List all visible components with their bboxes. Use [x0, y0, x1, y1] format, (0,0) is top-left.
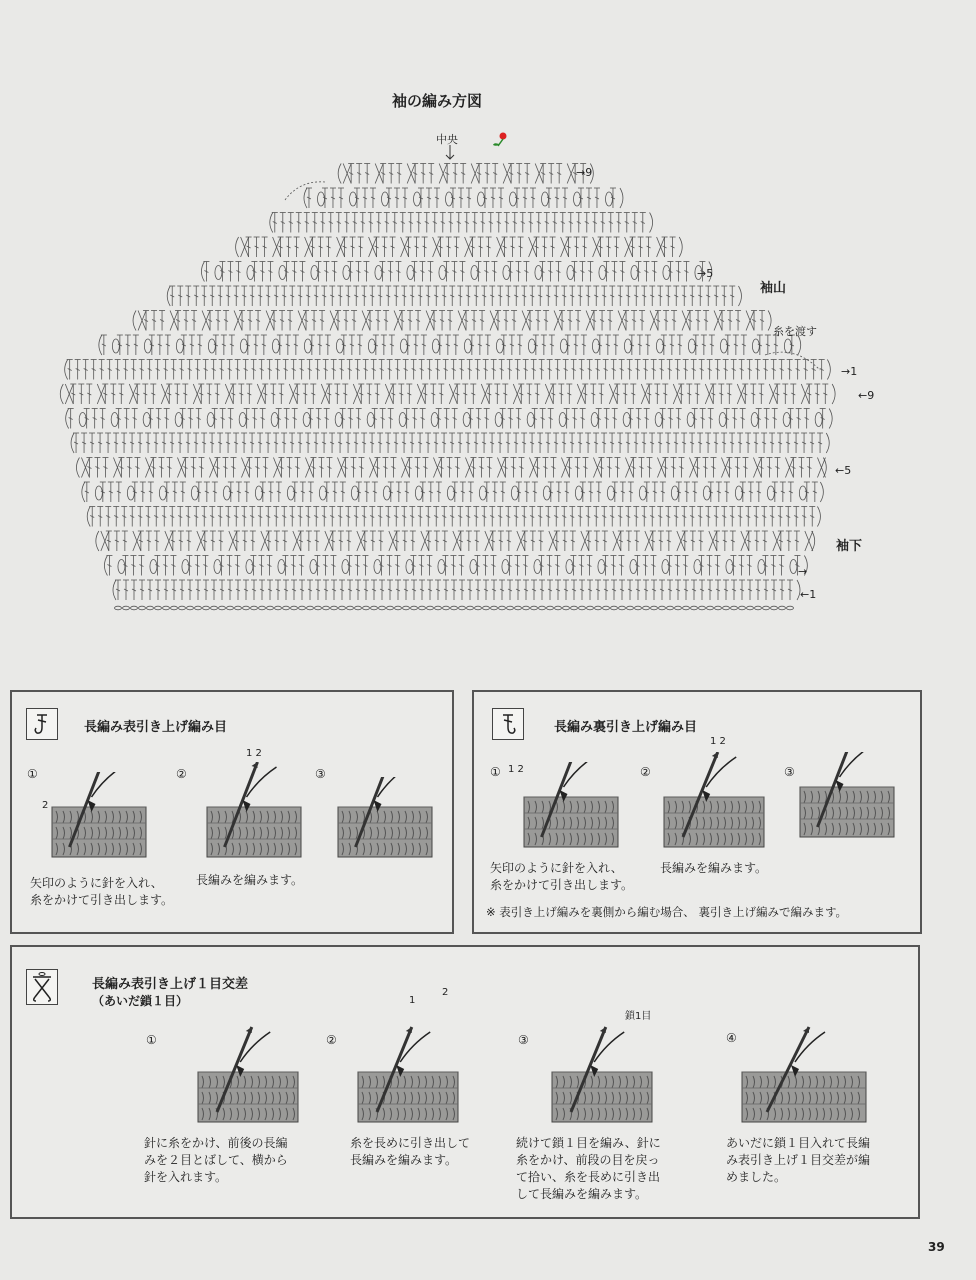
step-illustration: [514, 762, 624, 852]
step-illustration: [542, 987, 658, 1127]
front-post-dc-symbol-icon: [27, 709, 57, 739]
step-number: ③: [784, 765, 795, 779]
cross-stitch-symbol-icon: [27, 970, 57, 1004]
step-illustration: [654, 752, 770, 852]
step-number: ②: [326, 1033, 337, 1047]
pass-yarn-label: 糸を渡す: [773, 325, 817, 338]
row-marker: ←1: [800, 588, 817, 601]
box3-title: 長編み表引き上げ１目交差: [92, 977, 249, 992]
box1-title: 長編み表引き上げ編み目: [84, 720, 228, 735]
note-text: ※ 表引き上げ編みを裏側から編む場合、 裏引き上げ編みで編みます。: [486, 905, 848, 919]
underarm-label: 袖下: [836, 539, 863, 554]
front-post-cross-box: [10, 945, 920, 1219]
front-post-symbol-box: [26, 708, 58, 740]
arrow-number: 1 2: [508, 764, 524, 775]
arrow-number: 1 2: [246, 748, 262, 759]
row-marker: →: [798, 565, 808, 578]
step-caption: 長編みを編みます。: [196, 873, 304, 887]
step-illustration: [790, 752, 900, 842]
step-number: ③: [315, 767, 326, 781]
row-marker: →9: [576, 166, 593, 179]
step-illustration: [42, 772, 152, 862]
back-post-dc-box: [472, 690, 922, 934]
step-caption: 針に糸をかけ、前後の長編 みを２目とばして、横から 針を入れます。: [144, 1136, 288, 1184]
step-illustration: [348, 1002, 464, 1127]
step-number: ①: [27, 767, 38, 781]
arrow-number: 2: [42, 800, 49, 811]
row-marker: →1: [841, 365, 858, 378]
box3-subtitle: （あいだ鎖１目）: [92, 994, 189, 1008]
step-number: ③: [518, 1033, 529, 1047]
step-number: ②: [176, 767, 187, 781]
step-number: ②: [640, 765, 651, 779]
chain-label: 鎖1目: [625, 1011, 652, 1022]
row-marker: →5: [697, 267, 714, 280]
back-post-dc-symbol-icon: [493, 709, 523, 739]
step-caption: あいだに鎖１目入れて長編 み表引き上げ１目交差が編 めました。: [726, 1136, 871, 1184]
step-caption: 糸を長めに引き出して 長編みを編みます。: [350, 1136, 471, 1167]
arrow-number: 1: [409, 995, 416, 1006]
sleeve-cap-label: 袖山: [760, 281, 787, 296]
step-illustration: [188, 1007, 304, 1127]
cross-symbol-box: [26, 969, 58, 1005]
row-marker: ←9: [858, 389, 875, 402]
back-post-symbol-box: [492, 708, 524, 740]
step-caption: 矢印のように針を入れ、 糸をかけて引き出します。: [30, 876, 174, 907]
row-marker: ←5: [835, 464, 852, 477]
center-label: 中央: [436, 133, 458, 146]
step-illustration: [732, 997, 872, 1127]
arrow-number: 2: [442, 987, 449, 998]
step-number: ①: [146, 1033, 157, 1047]
step-illustration: [328, 777, 438, 862]
page-number: 39: [928, 1240, 945, 1254]
front-post-dc-box: [10, 690, 454, 934]
step-caption: 続けて鎖１目を編み、針に 糸をかけ、前段の目を戻っ て拾い、糸を長めに引き出 して長編みを編みます。: [516, 1136, 661, 1201]
box2-title: 長編み裏引き上げ編み目: [554, 720, 698, 735]
step-caption: 矢印のように針を入れ、 糸をかけて引き出します。: [490, 861, 634, 892]
arrow-number: 1 2: [710, 736, 726, 747]
step-number: ①: [490, 765, 501, 779]
step-number: ④: [726, 1031, 737, 1045]
step-illustration: [197, 762, 307, 862]
step-caption: 長編みを編みます。: [660, 861, 768, 875]
diagram-title: 袖の編み方図: [392, 92, 483, 110]
